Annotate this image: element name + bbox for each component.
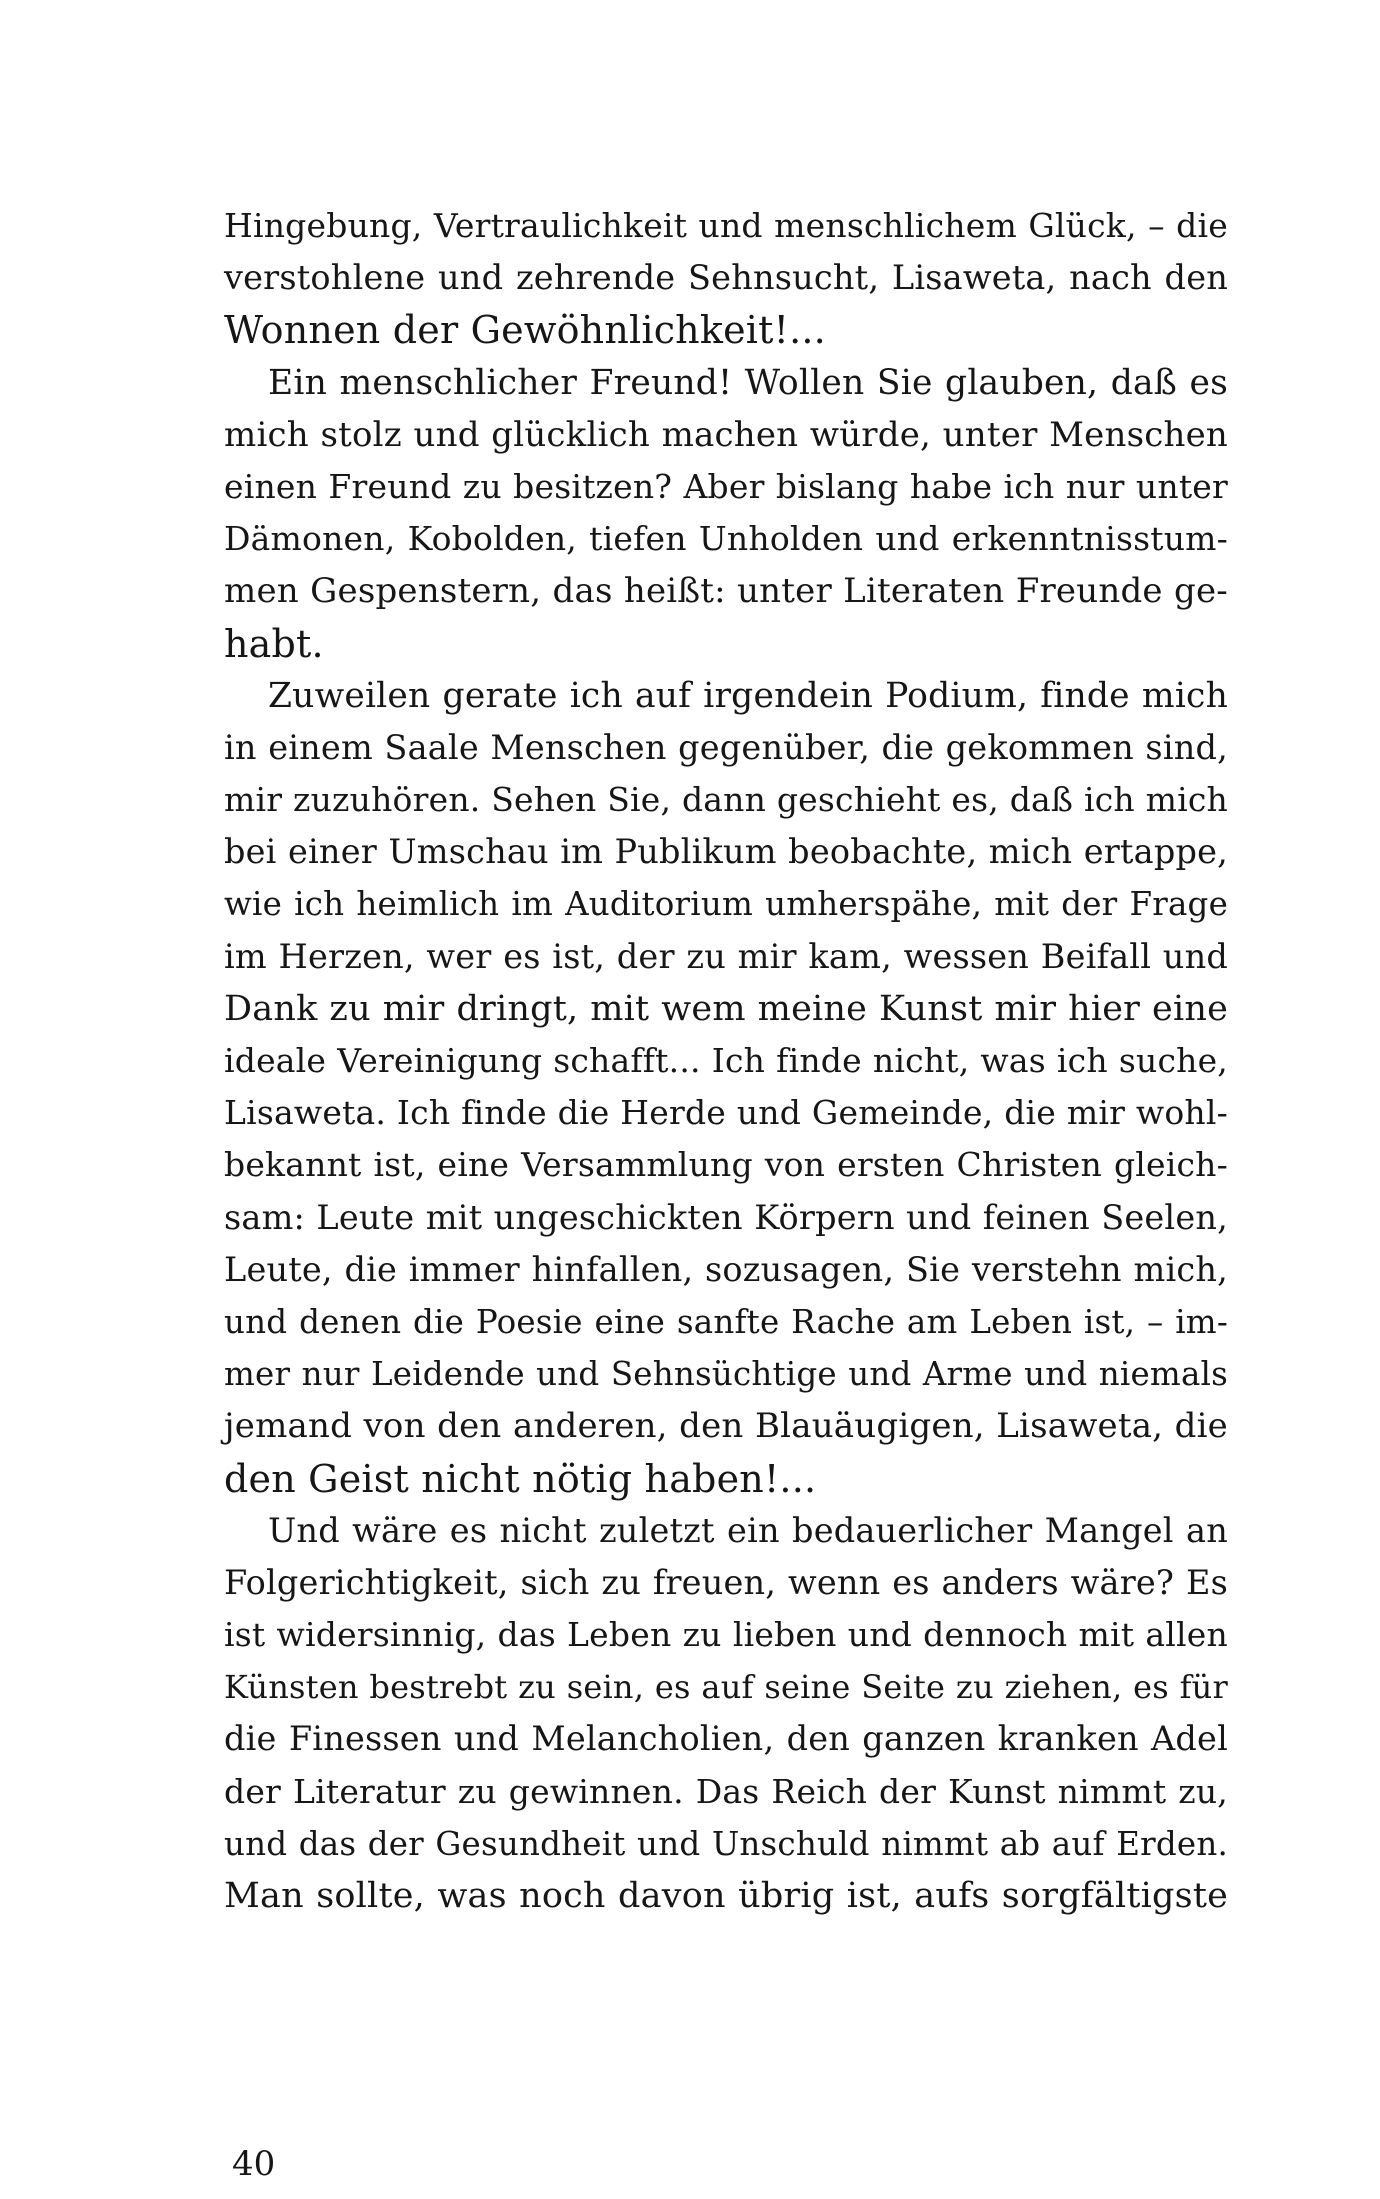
text-line: mer nur Leidende und Sehnsüchtige und Arme und niemals <box>224 1355 1228 1394</box>
text-line: Folgerichtigkeit, sich zu freuen, wenn es anders wäre? Es <box>224 1562 1228 1602</box>
body-text <box>224 200 1228 1922</box>
text-line: ist widersinnig, das Leben zu lieben und dennoch mit allen <box>224 1615 1228 1655</box>
text-line: Dämonen, Kobolden, tiefen Unholden und erkenntnisstum- <box>224 519 1228 559</box>
text-line: und das der Gesundheit und Unschuld nimmt ab auf Erden. <box>224 1824 1228 1863</box>
text-line: in einem Saale Menschen gegenüber, die gekommen sind, <box>224 727 1228 767</box>
text-line: den Geist nicht nötig haben!... <box>224 1456 817 1501</box>
text-line: Künsten bestrebt zu sein, es auf seine Seite zu ziehen, es für <box>224 1668 1228 1707</box>
text-line: Lisaweta. Ich finde die Herde und Gemeinde, die mir wohl- <box>224 1093 1228 1133</box>
text-line: ideale Vereinigung schafft... Ich finde nicht, was ich suche, <box>224 1041 1228 1080</box>
text-line: men Gespenstern, das heißt: unter Literaten Freunde ge- <box>224 571 1228 612</box>
text-line: Man sollte, was noch davon übrig ist, aufs sorgfältigste <box>224 1876 1228 1916</box>
text-line: jemand von den anderen, den Blauäugigen, Lisaweta, die <box>224 1406 1228 1447</box>
text-line: mich stolz und glücklich machen würde, unter Menschen <box>224 414 1228 455</box>
text-line: mir zuzuhören. Sehen Sie, dann geschieht es, daß ich mich <box>224 780 1228 820</box>
text-line: Und wäre es nicht zuletzt ein bedauerlicher Mangel an <box>268 1510 1228 1550</box>
text-line: im Herzen, wer es ist, der zu mir kam, wessen Beifall und <box>224 936 1228 976</box>
text-line: Leute, die immer hinfallen, sozusagen, Sie verstehn mich, <box>224 1249 1228 1289</box>
page-number: 40 <box>232 2144 276 2184</box>
text-line: sam: Leute mit ungeschickten Körpern und feinen Seelen, <box>224 1197 1228 1237</box>
text-line: verstohlene und zehrende Sehnsucht, Lisaweta, nach den <box>224 258 1228 298</box>
text-line: bekannt ist, eine Versammlung von ersten Christen gleich- <box>224 1145 1228 1185</box>
text-line: bei einer Umschau im Publikum beobachte, mich ertappe, <box>224 832 1228 872</box>
text-line: die Finessen und Melancholien, den ganzen kranken Adel <box>224 1719 1228 1759</box>
text-line: einen Freund zu besitzen? Aber bislang habe ich nur unter <box>224 466 1228 506</box>
text-line: Ein menschlicher Freund! Wollen Sie glauben, daß es <box>268 362 1228 403</box>
text-line: Wonnen der Gewöhnlichkeit!... <box>224 308 826 353</box>
text-line: der Literatur zu gewinnen. Das Reich der Kunst nimmt zu, <box>224 1771 1228 1811</box>
text-line: Dank zu mir dringt, mit wem meine Kunst mir hier eine <box>224 988 1228 1029</box>
text-line: habt. <box>224 621 324 666</box>
text-line: Hingebung, Vertraulichkeit und menschlichem Glück, – die <box>224 206 1228 245</box>
text-line: und denen die Poesie eine sanfte Rache am Leben ist, – im- <box>224 1302 1228 1341</box>
text-line: Zuweilen gerate ich auf irgendein Podium, finde mich <box>268 675 1228 716</box>
text-line: wie ich heimlich im Auditorium umherspähe, mit der Frage <box>224 885 1228 924</box>
